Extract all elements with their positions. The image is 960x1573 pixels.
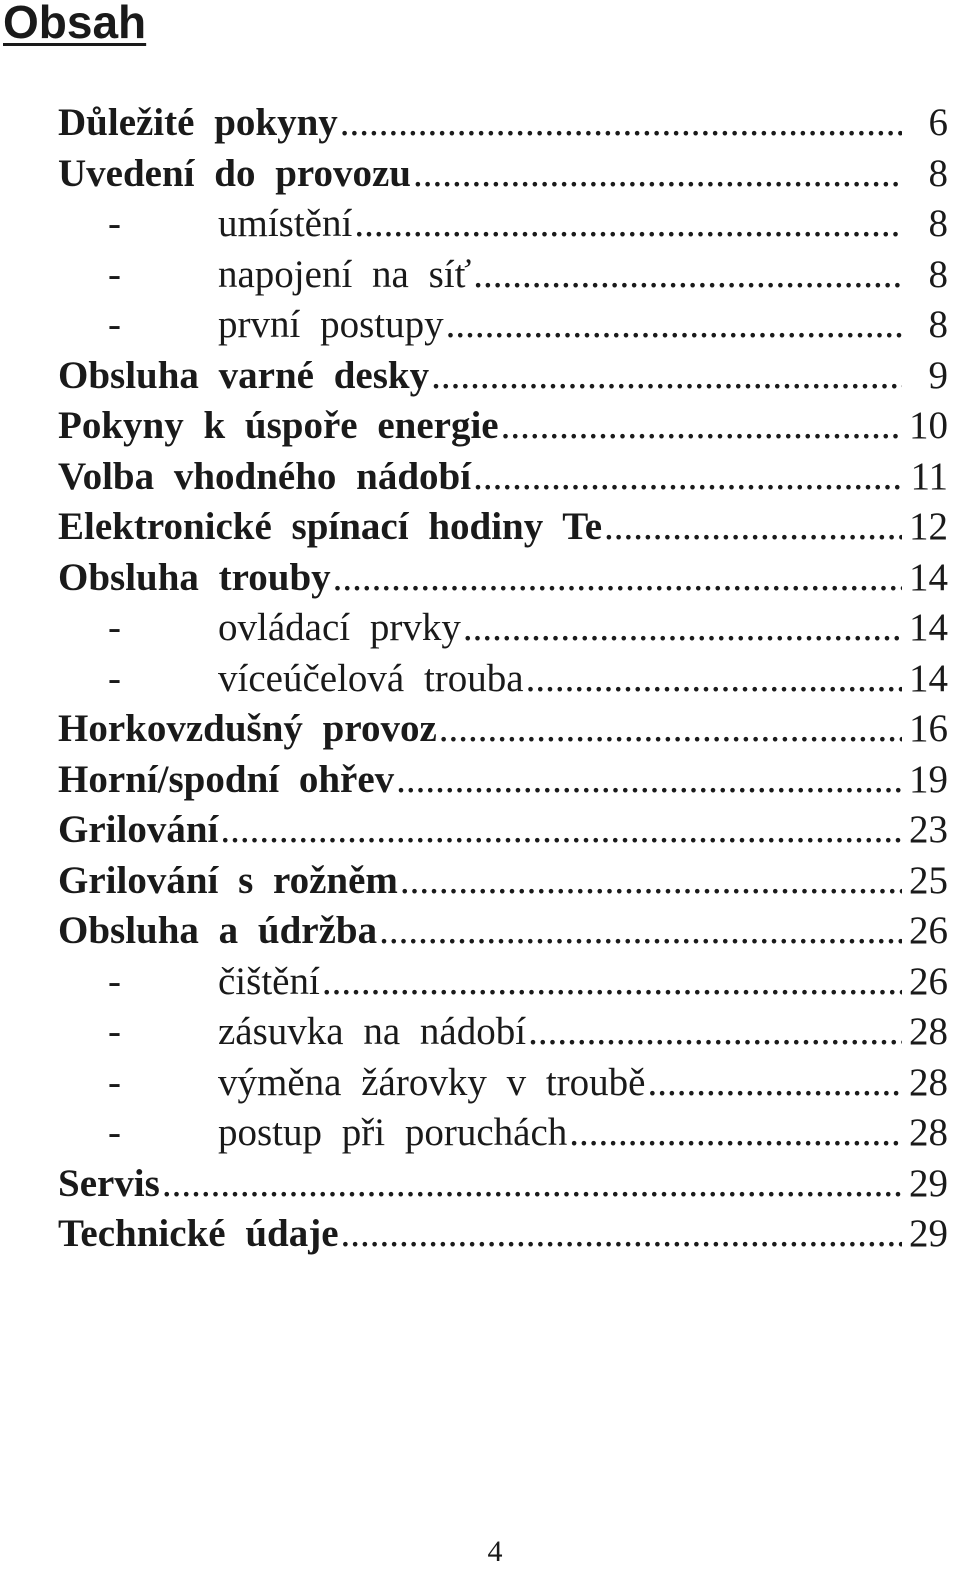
toc-entry-label: první postupy	[218, 303, 444, 346]
toc-dot-leader	[340, 98, 902, 149]
toc-entry-page: 26	[909, 959, 948, 1003]
toc-entry-label: výměna žárovky v troubě	[218, 1060, 646, 1104]
toc-dot-leader	[647, 1058, 902, 1109]
toc-dot-leader	[501, 401, 902, 452]
toc-dot-leader	[322, 957, 902, 1008]
toc-dot-leader	[333, 553, 902, 604]
toc-entry-page: 14	[909, 656, 948, 700]
toc-dot-leader	[528, 1007, 902, 1058]
toc-entry-label: Technické údaje	[58, 1212, 339, 1255]
toc-entry-page: 11	[910, 454, 948, 498]
toc-entry	[58, 149, 948, 200]
toc-dot-leader	[220, 805, 902, 856]
toc-entry-page: 8	[928, 303, 948, 346]
toc-entry-page: 16	[909, 707, 948, 750]
toc-dot-leader	[446, 300, 902, 351]
toc-entry-dash: -	[108, 1010, 121, 1053]
toc-entry	[58, 452, 948, 503]
toc-entry	[58, 755, 948, 806]
toc-entry-label: Pokyny k úspoře energie	[58, 404, 499, 447]
toc-dot-leader	[162, 1159, 902, 1210]
toc-entry-page: 12	[909, 505, 948, 548]
toc-entry	[58, 1108, 948, 1159]
table-of-contents	[58, 98, 948, 1260]
toc-entry-label: Grilování s rožněm	[58, 858, 398, 902]
toc-entry-page: 28	[909, 1060, 948, 1104]
toc-entry-page: 10	[909, 404, 948, 447]
toc-entry	[58, 300, 948, 351]
toc-entry-page: 9	[928, 353, 948, 397]
toc-entry	[58, 401, 948, 452]
toc-entry-label: zásuvka na nádobí	[218, 1010, 527, 1053]
toc-dot-leader	[569, 1108, 902, 1159]
toc-entry	[58, 1209, 948, 1260]
toc-entry-label: postup při poruchách	[218, 1111, 568, 1154]
toc-dot-leader	[396, 755, 902, 806]
toc-entry-dash: -	[108, 656, 121, 700]
toc-dot-leader	[439, 704, 902, 755]
toc-entry-label: napojení na síť	[218, 252, 472, 296]
toc-entry	[58, 957, 948, 1008]
toc-entry	[58, 98, 948, 149]
toc-entry-page: 26	[909, 909, 948, 952]
toc-entry-label: Horkovzdušný provoz	[58, 707, 437, 750]
toc-entry	[58, 603, 948, 654]
toc-entry	[58, 351, 948, 402]
toc-dot-leader	[431, 351, 902, 402]
toc-dot-leader	[413, 149, 902, 200]
toc-entry-label: umístění	[218, 202, 353, 245]
toc-dot-leader	[341, 1209, 902, 1260]
toc-entry	[58, 1058, 948, 1109]
toc-dot-leader	[400, 856, 902, 907]
toc-dot-leader	[463, 603, 902, 654]
toc-entry	[58, 502, 948, 553]
toc-entry-dash: -	[108, 606, 121, 649]
toc-entry	[58, 199, 948, 250]
page-title: Obsah	[3, 0, 147, 48]
toc-dot-leader	[379, 906, 902, 957]
toc-entry-label: Důležité pokyny	[58, 101, 338, 144]
toc-entry-label: Uvedení do provozu	[58, 151, 411, 195]
toc-entry-label: čištění	[218, 959, 320, 1003]
toc-entry-label: Obsluha varné desky	[58, 353, 430, 397]
toc-dot-leader	[604, 502, 902, 553]
toc-entry-page: 28	[909, 1111, 948, 1154]
toc-entry-page: 14	[909, 555, 948, 599]
toc-entry-label: ovládací prvky	[218, 606, 461, 649]
toc-entry-page: 19	[909, 757, 948, 801]
toc-entry	[58, 906, 948, 957]
toc-entry-page: 25	[909, 858, 948, 902]
toc-entry-dash: -	[108, 1060, 121, 1104]
toc-entry-dash: -	[108, 202, 121, 245]
toc-entry	[58, 1159, 948, 1210]
toc-entry-page: 8	[928, 151, 948, 195]
toc-entry-page: 6	[928, 101, 948, 144]
toc-entry	[58, 654, 948, 705]
toc-entry-page: 8	[928, 252, 948, 296]
toc-entry	[58, 250, 948, 301]
toc-entry-label: Servis	[58, 1161, 160, 1205]
toc-dot-leader	[526, 654, 902, 705]
toc-entry-page: 28	[909, 1010, 948, 1053]
toc-entry-label: Obsluha trouby	[58, 555, 331, 599]
toc-dot-leader	[354, 199, 902, 250]
toc-dot-leader	[473, 250, 902, 301]
toc-entry-page: 23	[909, 808, 948, 851]
page-number: 4	[487, 1535, 503, 1568]
toc-entry	[58, 1007, 948, 1058]
toc-entry	[58, 553, 948, 604]
toc-entry-dash: -	[108, 1111, 121, 1154]
toc-entry-page: 29	[909, 1161, 948, 1205]
toc-entry-label: víceúčelová trouba	[218, 656, 524, 700]
toc-entry	[58, 704, 948, 755]
toc-entry-label: Volba vhodného nádobí	[58, 454, 472, 498]
toc-entry-dash: -	[108, 959, 121, 1003]
toc-entry-label: Elektronické spínací hodiny Te	[58, 505, 603, 548]
toc-entry-label: Obsluha a údržba	[58, 909, 378, 952]
toc-entry-page: 8	[928, 202, 948, 245]
toc-entry-label: Horní/spodní ohřev	[58, 757, 395, 801]
toc-entry-page: 14	[909, 606, 948, 649]
toc-entry-dash: -	[108, 303, 121, 346]
toc-dot-leader	[473, 452, 902, 503]
toc-entry	[58, 805, 948, 856]
toc-entry	[58, 856, 948, 907]
toc-entry-page: 29	[909, 1212, 948, 1255]
toc-entry-dash: -	[108, 252, 121, 296]
toc-entry-label: Grilování	[58, 808, 219, 851]
